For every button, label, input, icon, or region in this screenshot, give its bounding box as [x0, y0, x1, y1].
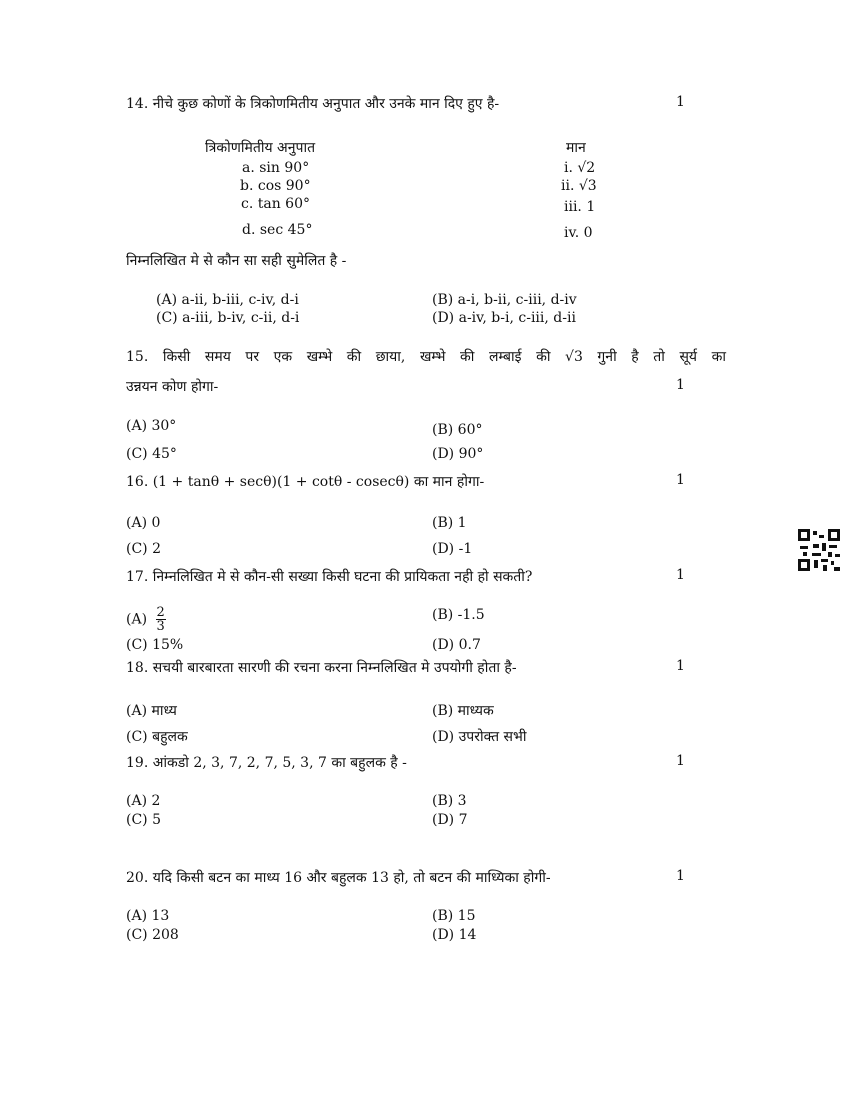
qr-code-icon: [798, 529, 840, 571]
q14-ratio-d: d. sec 45°: [242, 222, 313, 238]
q20-option-c: (C) 208: [126, 927, 179, 943]
q16-question: 16. (1 + tanθ + secθ)(1 + cotθ - cosecθ) का मान होगा-: [126, 474, 485, 490]
q18-option-b: (B) माध्यक: [432, 703, 494, 719]
q18-marks: 1: [676, 658, 685, 674]
q14-ratio-c: c. tan 60°: [241, 196, 310, 212]
q15-question-line2: उन्नयन कोण होगा-: [126, 379, 219, 395]
q15-option-d: (D) 90°: [432, 446, 484, 462]
q15-marks: 1: [676, 377, 685, 393]
q16-marks: 1: [676, 472, 685, 488]
q14-col2-header: मान: [566, 140, 586, 156]
fraction-numerator: 2: [156, 605, 165, 620]
q17-option-a: [126, 606, 166, 633]
q16-option-a: (A) 0: [126, 515, 161, 531]
q19-option-d: (D) 7: [432, 812, 468, 828]
q14-marks: 1: [676, 94, 685, 110]
q14-col1-header: त्रिकोणमितीय अनुपात: [205, 140, 316, 156]
q20-option-d: (D) 14: [432, 927, 477, 943]
q19-marks: 1: [676, 753, 685, 769]
q17-question: 17. निम्नलिखित मे से कौन-सी सख्या किसी घटना की प्रायिकता नही हो सकती?: [126, 569, 533, 585]
q19-option-b: (B) 3: [432, 793, 467, 809]
q17-option-b: (B) -1.5: [432, 607, 485, 623]
q15-option-c: (C) 45°: [126, 446, 177, 462]
q17-option-d: (D) 0.7: [432, 637, 481, 653]
q15-question-line1: 15. किसी समय पर एक खम्भे की छाया, खम्भे की लम्बाई की √3 गुनी है तो सूर्य का: [126, 349, 726, 365]
q14-ratio-b: b. cos 90°: [240, 178, 311, 194]
q19-option-c: (C) 5: [126, 812, 161, 828]
q20-option-a: (A) 13: [126, 908, 170, 924]
q14-value-iii: iii. 1: [564, 199, 596, 215]
q16-option-b: (B) 1: [432, 515, 467, 531]
fraction-denominator: 3: [156, 619, 165, 634]
q20-marks: 1: [676, 868, 685, 884]
q19-question: 19. आंकडो 2, 3, 7, 2, 7, 5, 3, 7 का बहुलक है -: [126, 755, 407, 771]
q14-option-a: (A) a-ii, b-iii, c-iv, d-i: [156, 292, 299, 308]
q18-option-d: (D) उपरोक्त सभी: [432, 729, 527, 745]
q17-option-c: (C) 15%: [126, 637, 184, 653]
q18-question: 18. सचयी बारबारता सारणी की रचना करना निम्नलिखित मे उपयोगी होता है-: [126, 660, 517, 676]
q17-option-a-label: (A): [126, 611, 148, 628]
q14-instruction: निम्नलिखित मे से कौन सा सही सुमेलित है -: [126, 253, 347, 269]
q16-option-d: (D) -1: [432, 541, 473, 557]
q16-option-c: (C) 2: [126, 541, 161, 557]
q20-option-b: (B) 15: [432, 908, 476, 924]
q14-value-i: i. √2: [564, 160, 596, 176]
q17-option-a-fraction: [156, 606, 166, 633]
q15-option-a: (A) 30°: [126, 418, 177, 434]
q17-marks: 1: [676, 567, 685, 583]
q18-option-c: (C) बहुलक: [126, 729, 188, 745]
q14-option-b: (B) a-i, b-ii, c-iii, d-iv: [432, 292, 577, 308]
q14-value-ii: ii. √3: [561, 178, 597, 194]
q14-option-d: (D) a-iv, b-i, c-iii, d-ii: [432, 310, 576, 326]
q15-option-b: (B) 60°: [432, 422, 483, 438]
q14-option-c: (C) a-iii, b-iv, c-ii, d-i: [156, 310, 300, 326]
q18-option-a: (A) माध्य: [126, 703, 177, 719]
q14-value-iv: iv. 0: [564, 225, 593, 241]
q20-question: 20. यदि किसी बटन का माध्य 16 और बहुलक 13 हो, तो बटन की माध्यिका होगी-: [126, 870, 551, 886]
q14-ratio-a: a. sin 90°: [242, 160, 310, 176]
q19-option-a: (A) 2: [126, 793, 161, 809]
q14-question: 14. नीचे कुछ कोणों के त्रिकोणमितीय अनुपात और उनके मान दिए हुए है-: [126, 96, 500, 112]
